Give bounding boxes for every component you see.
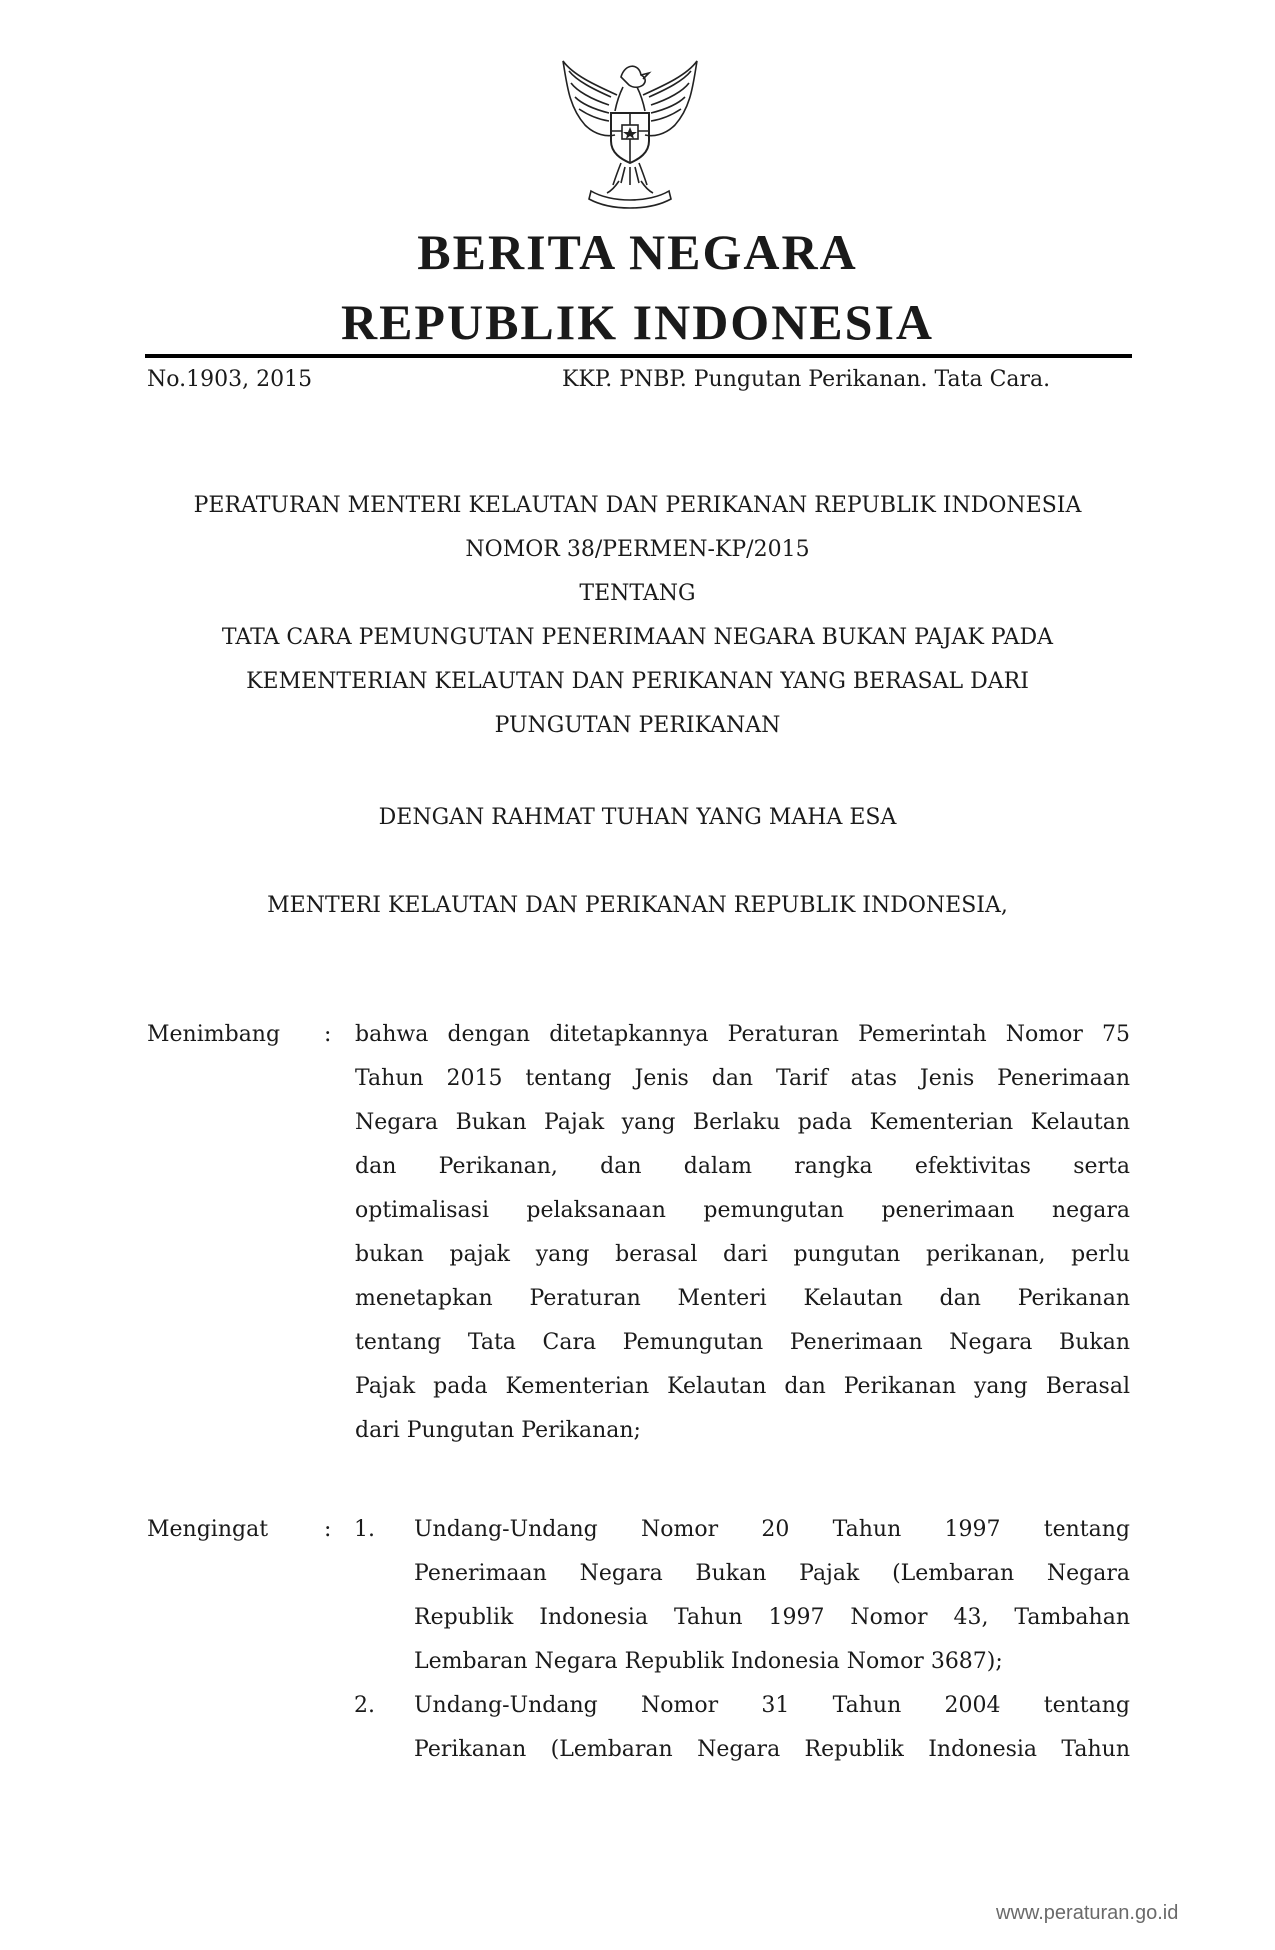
mengingat-line: Perikanan (Lembaran Negara Republik Indonesia Tahun [414, 1737, 1130, 1762]
menimbang-line: bahwa dengan ditetapkannya Peraturan Pemerintah Nomor 75 [355, 1022, 1130, 1047]
menimbang-line: Pajak pada Kementerian Kelautan dan Perikanan yang Berasal [355, 1374, 1130, 1399]
mengingat-item [414, 1684, 1130, 1772]
issue-subject: KKP. PNBP. Pungutan Perikanan. Tata Cara. [562, 367, 1051, 392]
masthead-subtitle: REPUBLIK INDONESIA [340, 294, 935, 350]
masthead-divider [145, 354, 1132, 358]
mengingat-line: Undang-Undang Nomor 20 Tahun 1997 tentang [414, 1517, 1130, 1542]
preamble-rahmat: DENGAN RAHMAT TUHAN YANG MAHA ESA [378, 805, 897, 830]
menimbang-label: Menimbang [147, 1022, 281, 1047]
menimbang-line: tentang Tata Cara Pemungutan Penerimaan Negara Bukan [355, 1330, 1130, 1355]
mengingat-item [414, 1508, 1130, 1684]
title-line: NOMOR 38/PERMEN-KP/2015 [465, 537, 810, 562]
masthead-title: BERITA NEGARA [417, 224, 858, 280]
menimbang-text [355, 1013, 1130, 1453]
menimbang-line: Tahun 2015 tentang Jenis dan Tarif atas Jenis Penerimaan [355, 1066, 1130, 1091]
mengingat-item-number: 2. [354, 1693, 375, 1718]
issue-number: No.1903, 2015 [147, 367, 313, 392]
title-line: TENTANG [579, 581, 696, 606]
mengingat-line: Republik Indonesia Tahun 1997 Nomor 43, Tambahan [414, 1605, 1130, 1630]
mengingat-line: Undang-Undang Nomor 31 Tahun 2004 tentang [414, 1693, 1130, 1718]
mengingat-line: Penerimaan Negara Bukan Pajak (Lembaran Negara [414, 1561, 1130, 1586]
preamble-menteri: MENTERI KELAUTAN DAN PERIKANAN REPUBLIK INDONESIA, [267, 893, 1008, 918]
mengingat-colon: : [324, 1517, 332, 1542]
title-line: TATA CARA PEMUNGUTAN PENERIMAAN NEGARA BUKAN PAJAK PADA [221, 625, 1054, 650]
menimbang-line: optimalisasi pelaksanaan pemungutan penerimaan negara [355, 1198, 1130, 1223]
title-line: KEMENTERIAN KELAUTAN DAN PERIKANAN YANG BERASAL DARI [246, 669, 1029, 694]
mengingat-line: Lembaran Negara Republik Indonesia Nomor 3687); [414, 1649, 1003, 1674]
source-link[interactable]: www.peraturan.go.id [996, 1902, 1179, 1924]
mengingat-item-number: 1. [354, 1517, 375, 1542]
regulation-title [145, 484, 1130, 748]
garuda-emblem-icon [555, 55, 705, 210]
mengingat-label: Mengingat [147, 1517, 269, 1542]
menimbang-line: dan Perikanan, dan dalam rangka efektivitas serta [355, 1154, 1130, 1179]
menimbang-line: bukan pajak yang berasal dari pungutan perikanan, perlu [355, 1242, 1130, 1267]
menimbang-line: Negara Bukan Pajak yang Berlaku pada Kementerian Kelautan [355, 1110, 1130, 1135]
menimbang-colon: : [324, 1022, 332, 1047]
menimbang-line: menetapkan Peraturan Menteri Kelautan dan Perikanan [355, 1286, 1130, 1311]
title-line: PUNGUTAN PERIKANAN [494, 713, 781, 738]
title-line: PERATURAN MENTERI KELAUTAN DAN PERIKANAN REPUBLIK INDONESIA [193, 493, 1082, 518]
menimbang-line: dari Pungutan Perikanan; [355, 1418, 641, 1443]
